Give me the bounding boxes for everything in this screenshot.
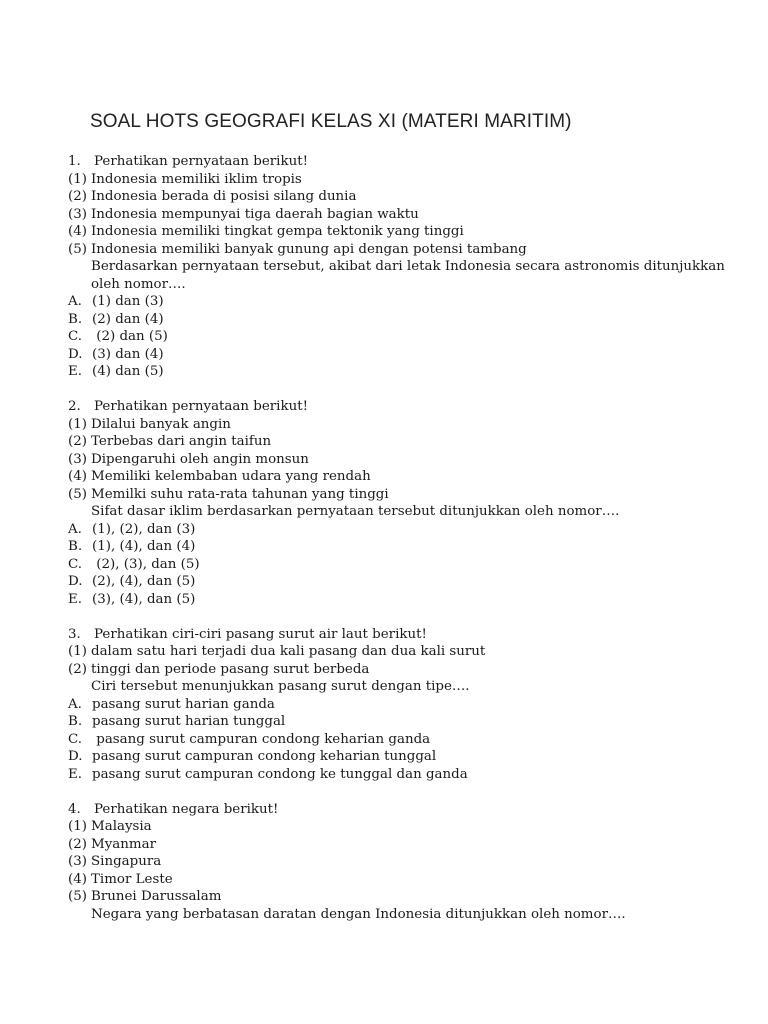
statement-number: (1) <box>68 644 87 659</box>
answer-option <box>68 766 728 784</box>
statement-number: (2) <box>68 189 87 204</box>
option-text: (1), (4), dan (4) <box>92 539 196 554</box>
question-number: 2. <box>68 399 81 414</box>
statement-number: (5) <box>68 889 87 904</box>
statement-text: Singapura <box>91 854 162 869</box>
statement-item <box>68 818 728 836</box>
question-prompt-line <box>68 398 728 416</box>
question-prompt: Perhatikan negara berikut! <box>94 801 279 817</box>
answer-option <box>68 573 728 591</box>
statement-item <box>68 661 728 679</box>
statement-text: Indonesia memiliki tingkat gempa tektonik yang tinggi <box>91 224 464 239</box>
option-text: (1) dan (3) <box>92 294 164 309</box>
option-text: pasang surut campuran condong ke tunggal dan ganda <box>92 766 468 782</box>
statement-text: Brunei Darussalam <box>91 889 222 904</box>
statement-item <box>68 223 728 241</box>
option-text: (2) dan (5) <box>92 329 168 344</box>
option-letter: D. <box>68 574 83 589</box>
statement-item <box>68 416 728 434</box>
statement-text: Memilki suhu rata-rata tahunan yang tinggi <box>91 486 389 502</box>
statement-text: Timor Leste <box>91 871 173 887</box>
option-text: (2) dan (4) <box>92 311 164 327</box>
document-body <box>68 153 728 941</box>
option-letter: E. <box>68 364 83 379</box>
option-letter: E. <box>68 766 83 782</box>
answer-option <box>68 556 728 574</box>
question-prompt-line <box>68 801 728 819</box>
statement-item <box>68 206 728 224</box>
answer-option <box>68 538 728 556</box>
question-stem: Ciri tersebut menunjukkan pasang surut dengan tipe…. <box>91 679 470 694</box>
answer-option <box>68 521 728 539</box>
statement-text: Dipengaruhi oleh angin monsun <box>91 451 309 467</box>
option-text: (4) dan (5) <box>92 364 164 379</box>
statement-text: Malaysia <box>91 819 152 834</box>
statement-item <box>68 171 728 189</box>
option-letter: C. <box>68 329 83 344</box>
statement-number: (1) <box>68 416 87 432</box>
answer-option <box>68 363 728 381</box>
statement-text: Indonesia memiliki banyak gunung api dengan potensi tambang <box>91 241 527 257</box>
option-letter: A. <box>68 521 82 537</box>
statement-number: (1) <box>68 819 87 834</box>
statement-number: (1) <box>68 171 87 187</box>
option-text: pasang surut harian tunggal <box>92 714 286 729</box>
statement-number: (2) <box>68 836 87 852</box>
question-number: 4. <box>68 801 81 817</box>
statement-number: (3) <box>68 451 87 467</box>
question-prompt: Perhatikan pernyataan berikut! <box>94 399 308 414</box>
option-letter: A. <box>68 696 82 712</box>
question-stem: Sifat dasar iklim berdasarkan pernyataan tersebut ditunjukkan oleh nomor…. <box>91 504 620 519</box>
option-letter: D. <box>68 346 83 362</box>
answer-option <box>68 696 728 714</box>
option-text: (2), (4), dan (5) <box>92 574 196 589</box>
statement-item <box>68 486 728 504</box>
statement-text: Myanmar <box>91 836 156 852</box>
statement-item <box>68 188 728 206</box>
question-prompt: Perhatikan pernyataan berikut! <box>94 154 308 169</box>
statement-text: Memiliki kelembaban udara yang rendah <box>91 469 371 484</box>
statement-number: (3) <box>68 206 87 222</box>
option-letter: C. <box>68 731 83 747</box>
answer-option <box>68 748 728 766</box>
statement-text: Terbebas dari angin taifun <box>91 434 272 449</box>
answer-option <box>68 328 728 346</box>
question-2 <box>68 398 728 608</box>
question-4 <box>68 801 728 924</box>
option-letter: B. <box>68 311 83 327</box>
statement-number: (3) <box>68 854 87 869</box>
statement-item <box>68 468 728 486</box>
question-prompt: Perhatikan ciri-ciri pasang surut air laut berikut! <box>94 626 427 642</box>
statement-item <box>68 888 728 906</box>
answer-option <box>68 591 728 609</box>
statement-number: (4) <box>68 469 87 484</box>
option-text: pasang surut campuran condong keharian ganda <box>92 731 431 747</box>
statement-item <box>68 643 728 661</box>
option-text: (2), (3), dan (5) <box>92 556 200 572</box>
question-number: 3. <box>68 626 81 642</box>
statement-item <box>68 853 728 871</box>
question-stem: oleh nomor…. <box>91 276 186 292</box>
question-1 <box>68 153 728 381</box>
option-text: pasang surut harian ganda <box>92 696 275 712</box>
statement-text: tinggi dan periode pasang surut berbeda <box>91 661 370 677</box>
statement-text: dalam satu hari terjadi dua kali pasang dan dua kali surut <box>91 644 486 659</box>
answer-option <box>68 713 728 731</box>
statement-number: (2) <box>68 661 87 677</box>
answer-option <box>68 293 728 311</box>
statement-text: Indonesia memiliki iklim tropis <box>91 171 302 187</box>
question-number: 1. <box>68 154 81 169</box>
statement-item <box>68 451 728 469</box>
statement-text: Dilalui banyak angin <box>91 416 231 432</box>
page-title: SOAL HOTS GEOGRAFI KELAS XI (MATERI MARITIM) <box>90 111 572 132</box>
statement-item <box>68 871 728 889</box>
answer-option <box>68 311 728 329</box>
option-letter: C. <box>68 556 83 572</box>
statement-item <box>68 241 728 259</box>
statement-text: Indonesia mempunyai tiga daerah bagian waktu <box>91 206 419 222</box>
answer-option <box>68 731 728 749</box>
option-letter: D. <box>68 749 83 764</box>
option-text: (1), (2), dan (3) <box>92 521 196 537</box>
statement-number: (4) <box>68 224 87 239</box>
statement-number: (4) <box>68 871 87 887</box>
statement-text: Indonesia berada di posisi silang dunia <box>91 189 357 204</box>
option-text: (3) dan (4) <box>92 346 164 362</box>
option-letter: B. <box>68 714 83 729</box>
question-stem: Negara yang berbatasan daratan dengan Indonesia ditunjukkan oleh nomor…. <box>91 906 626 922</box>
statement-item <box>68 836 728 854</box>
statement-number: (5) <box>68 486 87 502</box>
option-letter: A. <box>68 294 82 309</box>
statement-number: (2) <box>68 434 87 449</box>
option-letter: B. <box>68 539 83 554</box>
option-text: pasang surut campuran condong keharian tunggal <box>92 749 437 764</box>
question-prompt-line <box>68 153 728 171</box>
question-stem: Berdasarkan pernyataan tersebut, akibat dari letak Indonesia secara astronomis ditunjukkan <box>91 259 725 274</box>
question-3 <box>68 626 728 784</box>
statement-item <box>68 433 728 451</box>
option-text: (3), (4), dan (5) <box>92 591 196 607</box>
answer-option <box>68 346 728 364</box>
option-letter: E. <box>68 591 83 607</box>
question-prompt-line <box>68 626 728 644</box>
statement-number: (5) <box>68 241 87 257</box>
